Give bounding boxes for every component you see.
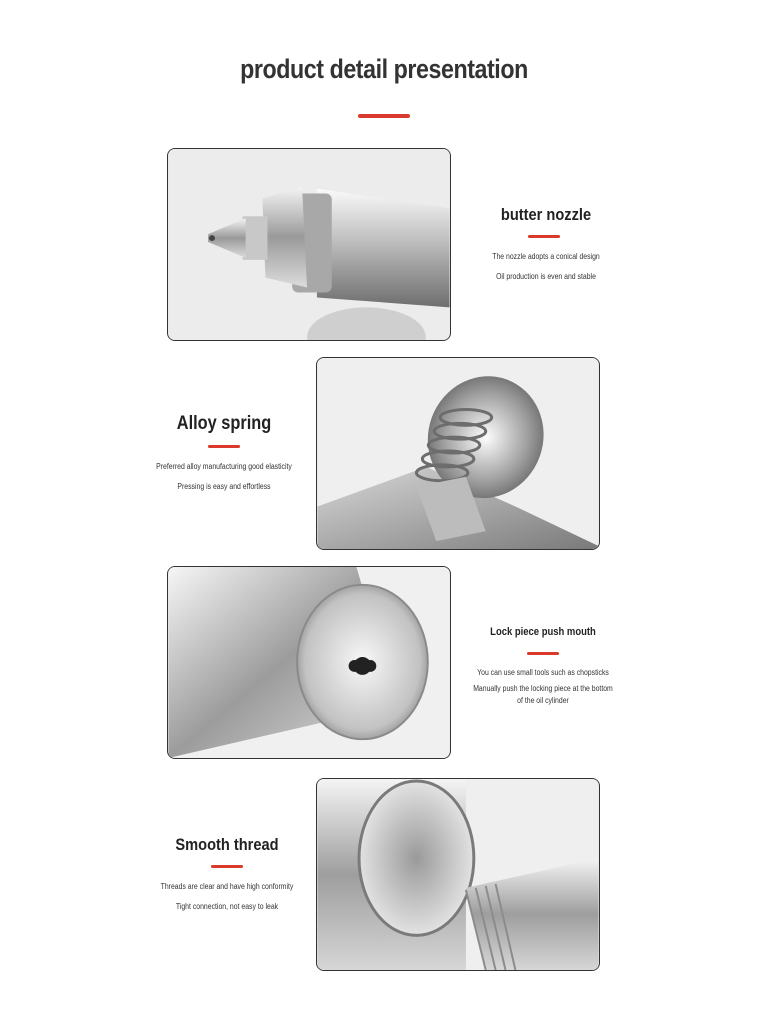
feature-line: Tight connection, not easy to leak	[175, 902, 279, 911]
nozzle-photo	[167, 148, 451, 341]
cylinder-bottom-photo	[167, 566, 451, 759]
feature-line: Preferred alloy manufacturing good elasticity	[156, 462, 292, 471]
feature-accent-bar	[527, 652, 559, 655]
feature-butter-nozzle	[466, 205, 626, 283]
feature-line: Threads are clear and have high conformity	[160, 882, 294, 891]
feature-line: Oil production is even and stable	[496, 272, 596, 281]
feature-lock-piece	[460, 626, 626, 707]
thread-photo	[316, 778, 600, 971]
title-accent-bar	[358, 114, 410, 118]
feature-title: Alloy spring	[176, 413, 272, 434]
feature-title: Lock piece push mouth	[490, 626, 596, 638]
feature-title: butter nozzle	[500, 205, 592, 224]
feature-title: Smooth thread	[175, 835, 279, 854]
feature-accent-bar	[208, 445, 240, 448]
feature-smooth-thread	[142, 835, 312, 913]
feature-accent-bar	[528, 235, 560, 238]
feature-line: You can use small tools such as chopsticks	[477, 668, 609, 677]
feature-line: Pressing is easy and effortless	[177, 482, 271, 491]
feature-alloy-spring	[144, 413, 304, 493]
feature-line: The nozzle adopts a conical design	[492, 252, 600, 261]
spring-photo	[316, 357, 600, 550]
page-title: product detail presentation	[240, 54, 528, 84]
feature-accent-bar	[211, 865, 243, 868]
feature-line: Manually push the locking piece at the bottom of the oil cylinder	[473, 684, 613, 705]
